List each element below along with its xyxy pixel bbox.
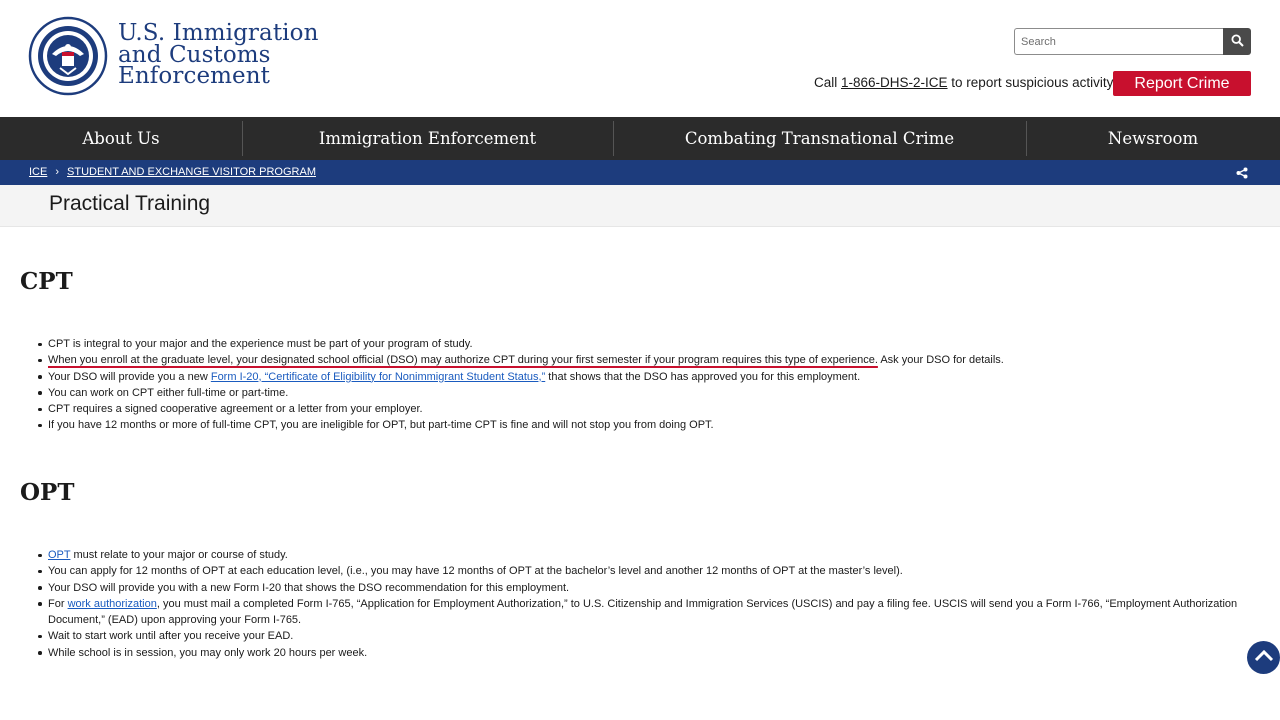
list-item-text: For (48, 597, 68, 610)
list-item (48, 417, 1260, 433)
list-item-text: must relate to your major or course of study. (70, 549, 288, 561)
search-input[interactable] (1014, 28, 1223, 55)
breadcrumb (29, 166, 316, 178)
list-item-text: Your DSO will provide you a new (48, 370, 211, 383)
share-icon[interactable] (1236, 166, 1249, 179)
list-item (48, 596, 1260, 629)
agency-name-line: Enforcement (118, 63, 271, 89)
list-item-text: You can apply for 12 months of OPT at each education level, (i.e., you may have 12 months of OPT at the bachelor’s level and another 12 months of OPT at the master’s level). (48, 565, 903, 578)
list-item (48, 352, 1260, 368)
list-item-text: Ask your DSO for details. (877, 354, 1004, 367)
tip-line-suffix: to report suspicious activity (947, 75, 1114, 90)
list-item-text: Wait to start work until after you receive your EAD. (48, 630, 294, 643)
nav-item-immigration-enforcement[interactable]: Immigration Enforcement (242, 117, 613, 160)
main-nav (0, 117, 1280, 160)
form-i20-link[interactable]: Form I-20, “Certificate of Eligibility for Nonimmigrant Student Status,” (210, 370, 546, 383)
section-heading-cpt: CPT (20, 268, 73, 295)
agency-name-line: U.S. Immigration (118, 20, 319, 46)
report-crime-button[interactable]: Report Crime (1113, 71, 1251, 96)
section-heading-opt: OPT (20, 479, 75, 506)
list-item (48, 628, 1260, 644)
agency-name[interactable] (118, 20, 319, 89)
list-item (48, 401, 1260, 417)
list-item-text: You can work on CPT either full-time or part-time. (48, 386, 289, 399)
opt-link[interactable]: OPT (48, 549, 71, 561)
nav-item-combating-transnational-crime[interactable]: Combating Transnational Crime (613, 117, 1026, 160)
list-item-text: , you must mail a completed Form I-765, “Application for Employment Authorization,” to U.S. Citizenship and Immigration Services (USCIS) and pay a filing fee. USCIS will send you a Form I-766, “Employment Authorization Document,” (EAD) upon approving your Form I-765. (48, 597, 1238, 627)
tip-line-phone-link[interactable]: 1-866-DHS-2-ICE (841, 75, 948, 90)
nav-item-newsroom[interactable]: Newsroom (1026, 117, 1280, 160)
tip-line-text (814, 75, 1113, 90)
search-button[interactable] (1223, 28, 1251, 55)
list-item (48, 563, 1260, 579)
site-header (0, 0, 1280, 117)
list-item-text: If you have 12 months or more of full-time CPT, you are ineligible for OPT, but part-time CPT is fine and will not stop you from doing OPT. (48, 419, 714, 432)
agency-name-line: and Customs (118, 41, 271, 68)
chevron-up-icon (1253, 647, 1275, 668)
dhs-seal-icon[interactable] (28, 16, 108, 96)
list-item-text: CPT is integral to your major and the experience must be part of your program of study. (48, 338, 473, 350)
list-item-text: While school is in session, you may only work 20 hours per week. (48, 646, 368, 659)
nav-item-about-us[interactable]: About Us (82, 129, 160, 148)
list-item (48, 369, 1260, 385)
list-item (48, 580, 1260, 596)
page-title: Practical Training (49, 192, 211, 215)
search-icon (1231, 34, 1244, 50)
back-to-top-button[interactable] (1247, 641, 1280, 674)
list-item-text: CPT requires a signed cooperative agreement or a letter from your employer. (48, 403, 423, 416)
breadcrumb-separator: › (55, 166, 60, 178)
list-item (48, 336, 1260, 352)
list-item (48, 645, 1260, 661)
tip-line-prefix: Call (814, 75, 842, 90)
page-title-bar (0, 185, 1280, 227)
breadcrumb-item-sevp[interactable]: STUDENT AND EXCHANGE VISITOR PROGRAM (67, 166, 316, 178)
breadcrumb-bar (0, 160, 1280, 185)
list-item (48, 385, 1260, 401)
list-item-text: that shows that the DSO has approved you for this employment. (545, 370, 861, 383)
search-form (1014, 28, 1251, 55)
opt-list (48, 547, 1260, 661)
highlighted-text: When you enroll at the graduate level, your designated school official (DSO) may authorize CPT during your first semester if your program requires this type of experience. (48, 354, 878, 367)
breadcrumb-item-ice[interactable]: ICE (29, 166, 48, 178)
work-authorization-link[interactable]: work authorization (67, 597, 157, 610)
list-item (48, 547, 1260, 563)
list-item-text: Your DSO will provide you with a new Form I-20 that shows the DSO recommendation for this employment. (48, 581, 570, 594)
cpt-list (48, 336, 1260, 434)
